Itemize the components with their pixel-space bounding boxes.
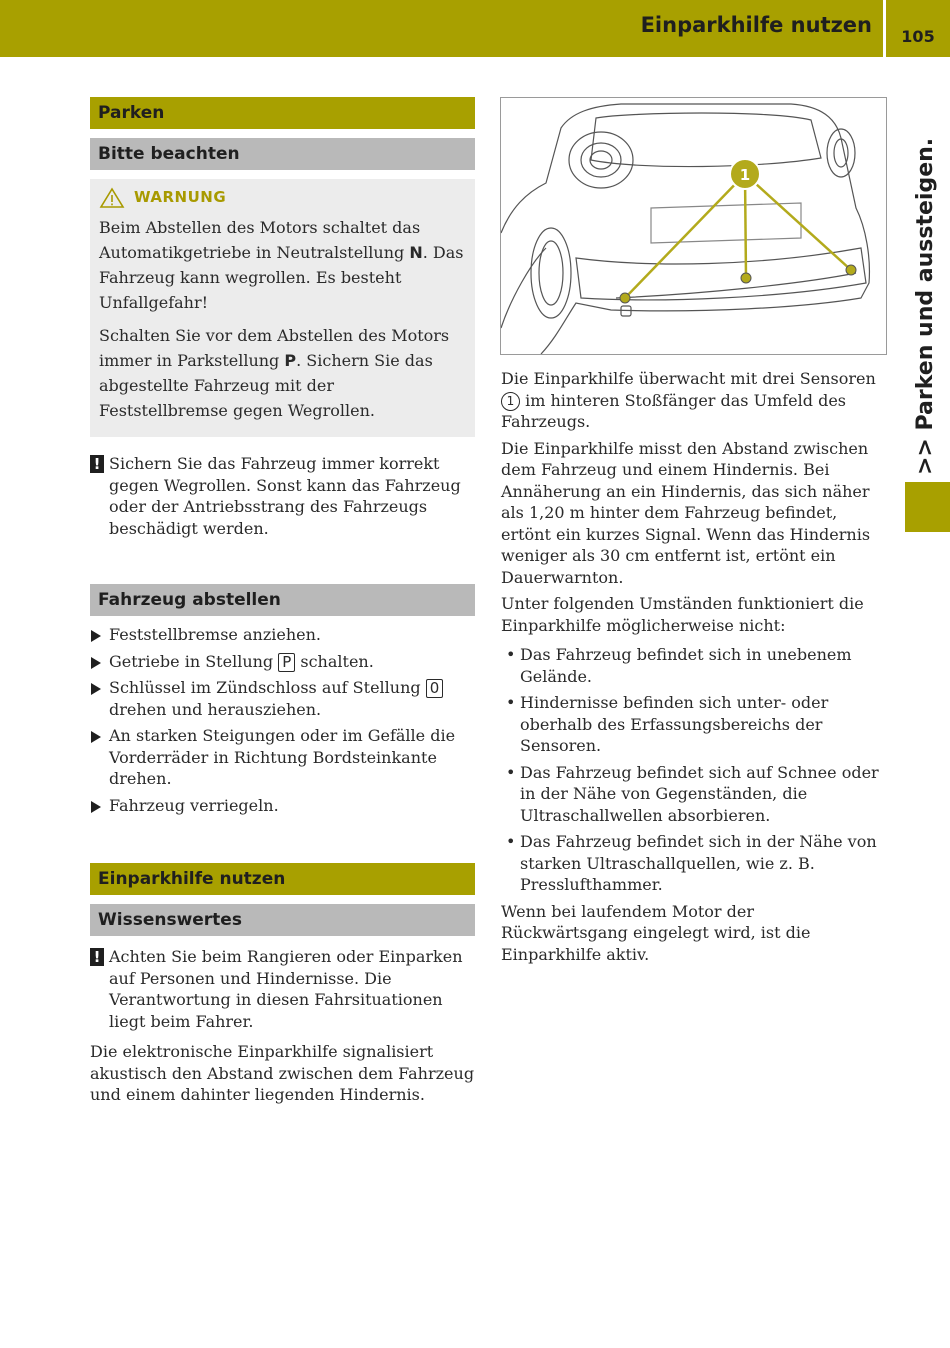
- warning-p1-text-c: . Das Fahrzeug kann wegrollen. Es besteht Unfallgefahr!: [99, 243, 464, 312]
- step-text: drehen und herausziehen.: [109, 699, 322, 719]
- condition-item: • Das Fahrzeug befindet sich auf Schnee oder in der Nähe von Gegenständen, die Ultraschallwellen absorbieren.: [501, 762, 885, 827]
- heading-fahrzeug-abstellen: Fahrzeug abstellen: [90, 584, 475, 616]
- key-0-icon: 0: [426, 679, 444, 698]
- condition-item: • Das Fahrzeug befindet sich in unebenem Gelände.: [501, 644, 885, 687]
- arrow-right-icon: [91, 657, 101, 669]
- condition-item: • Hindernisse befinden sich unter- oder oberhalb des Erfassungsbereichs der Sensoren.: [501, 692, 885, 757]
- step-text: Getriebe in Stellung: [109, 651, 279, 671]
- warning-header: [99, 187, 466, 209]
- gear-p-label: P: [284, 351, 297, 370]
- conditions-intro: Unter folgenden Umständen funktioniert die Einparkhilfe möglicherweise nicht:: [501, 594, 864, 635]
- warning-p1-text-a: Beim Abstellen des Motors schaltet das Automatikgetriebe in Neutralstellung: [99, 218, 421, 262]
- warning-label: WARNUNG: [134, 188, 227, 207]
- arrow-right-icon: [91, 630, 101, 642]
- step-item: [90, 677, 475, 720]
- condition-item: • Das Fahrzeug befindet sich in der Nähe von starken Ultraschallquellen, wie z. B. Presslufthammer.: [501, 831, 885, 896]
- exclamation-icon: !: [90, 948, 104, 966]
- warning-paragraph-1: [99, 215, 466, 315]
- note-responsibility-text: Achten Sie beim Rangieren oder Einparken auf Personen und Hindernisse. Die Verantwortung in diesen Fahrsituationen liegt beim Fahrer.: [109, 947, 463, 1031]
- reverse-gear-paragraph: Wenn bei laufendem Motor der Rückwärtsgang eingelegt wird, ist die Einparkhilfe aktiv.: [501, 901, 811, 964]
- parking-sensor-figure: [500, 97, 887, 355]
- step-item: [90, 795, 475, 817]
- arrow-right-icon: [91, 801, 101, 813]
- figure-callout-label: 1: [739, 166, 751, 184]
- steps-list: [90, 624, 475, 816]
- arrow-right-icon: [91, 731, 101, 743]
- left-column: [90, 97, 475, 1111]
- note-damage: [90, 453, 475, 539]
- page-header: [0, 0, 950, 57]
- key-p-icon: P: [278, 653, 295, 672]
- step-item: [90, 624, 475, 646]
- side-tab-marker: [905, 482, 950, 532]
- heading-einparkhilfe: Einparkhilfe nutzen: [90, 863, 475, 895]
- warning-paragraph-2: [99, 323, 466, 423]
- step-text: Fahrzeug verriegeln.: [109, 795, 279, 815]
- note-damage-text: Sichern Sie das Fahrzeug immer korrekt gegen Wegrollen. Sonst kann das Fahrzeug oder der Antriebsstrang des Fahrzeugs beschädigt werden.: [109, 454, 461, 538]
- warning-triangle-icon: [99, 187, 125, 209]
- step-text: Feststellbremse anziehen.: [109, 625, 321, 644]
- side-tab-label: >> Parken und aussteigen.: [913, 137, 938, 475]
- arrow-right-icon: [91, 683, 101, 695]
- distance-paragraph: Die Einparkhilfe misst den Abstand zwischen dem Fahrzeug und einem Hindernis. Bei Annäherung an ein Hindernis, das sich näher als 1,20 m hinter dem Fahrzeug befindet, ertönt ein kurzes Signal. Wenn das Hindernis weniger als 30 cm entfernt ist, ertönt ein Dauerwarnton.: [501, 438, 871, 587]
- car-rear-illustration: [501, 98, 886, 354]
- step-item: [90, 725, 475, 790]
- exclamation-icon: !: [90, 455, 104, 473]
- page-number: 105: [901, 27, 935, 46]
- sensor-paragraph: [501, 368, 885, 433]
- side-tab-label-wrap: [905, 137, 945, 475]
- gear-n-label: N: [409, 243, 423, 262]
- right-column: [501, 368, 885, 970]
- callout-ref-icon: 1: [501, 392, 520, 411]
- warning-p2-text-a: Schalten Sie vor dem Abstellen des Motors immer in Parkstellung: [99, 326, 450, 370]
- sensor-text-a: Die Einparkhilfe überwacht mit drei Sensoren: [501, 369, 876, 388]
- section-title: Einparkhilfe nutzen: [640, 13, 872, 37]
- sensor-text-b: im hinteren Stoßfänger das Umfeld des Fahrzeugs.: [501, 390, 847, 431]
- step-item: [90, 651, 475, 673]
- conditions-list: [501, 644, 885, 896]
- step-text: schalten.: [295, 651, 374, 671]
- intro-paragraph: Die elektronische Einparkhilfe signalisiert akustisch den Abstand zwischen dem Fahrzeug und einem dahinter liegenden Hindernis.: [90, 1042, 475, 1104]
- heading-parken: Parken: [90, 97, 475, 129]
- step-text: An starken Steigungen oder im Gefälle die Vorderräder in Richtung Bordsteinkante drehen.: [109, 726, 456, 788]
- warning-p2-text-c: . Sichern Sie das abgestellte Fahrzeug mit der Feststellbremse gegen Wegrollen.: [99, 351, 433, 420]
- heading-wissenswertes: Wissenswertes: [90, 904, 475, 936]
- step-text: Schlüssel im Zündschloss auf Stellung: [109, 678, 426, 697]
- note-responsibility: [90, 946, 475, 1032]
- heading-bitte-beachten: Bitte beachten: [90, 138, 475, 170]
- warning-box: [90, 179, 475, 437]
